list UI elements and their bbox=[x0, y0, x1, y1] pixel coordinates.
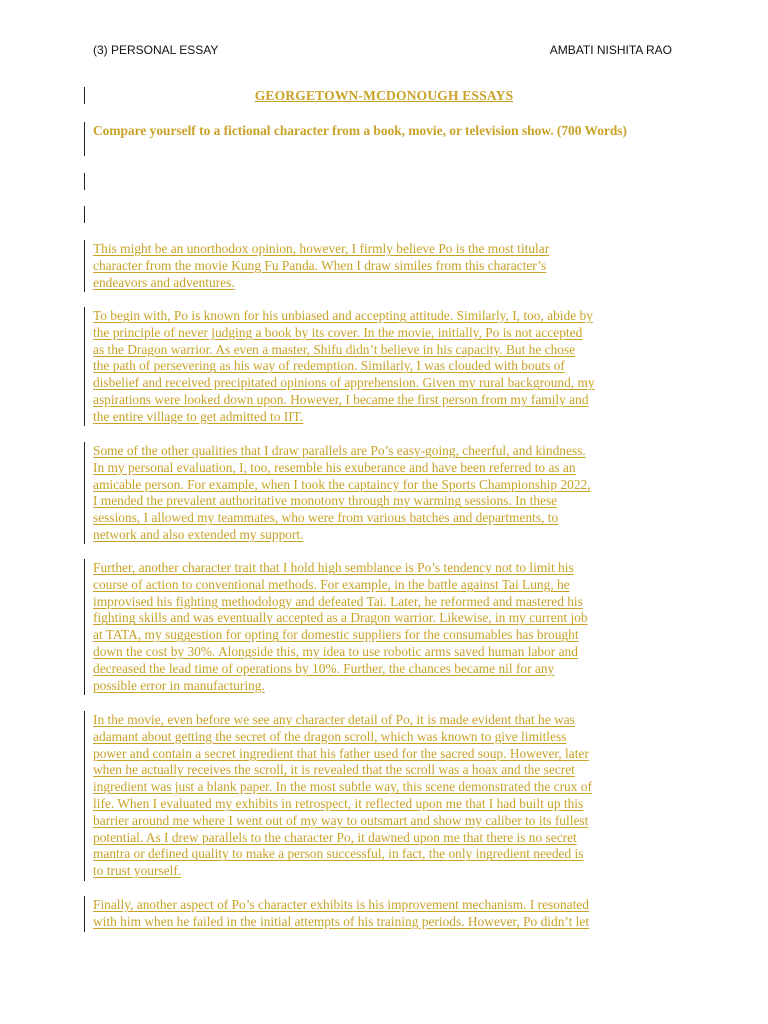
paragraph-line: Some of the other qualities that I draw parallels are Po’s easy-going, cheerful, and kindness. bbox=[93, 443, 586, 458]
paragraph-line: with him when he failed in the initial attempts of his training periods. However, Po didn’t let bbox=[93, 913, 590, 929]
paragraph-line: course of action to conventional methods. For example, in the battle against Tai Lung, he bbox=[93, 576, 570, 592]
change-bar bbox=[84, 442, 85, 544]
paragraph-line: endeavors and adventures. bbox=[93, 274, 235, 290]
paragraph-line: ingredient was just a blank paper. In the most subtle way, this scene demonstrated the crux of bbox=[93, 779, 592, 795]
paragraph-line: adamant about getting the secret of the dragon scroll, which was known to give limitless bbox=[93, 728, 567, 744]
change-bar bbox=[84, 307, 85, 426]
paragraph-line: In my personal evaluation, I, too, resemble his exuberance and have been referred to as an bbox=[93, 459, 576, 475]
paragraph-line: possible error in manufacturing. bbox=[93, 677, 265, 693]
paragraph-line: when he actually receives the scroll, it is revealed that the scroll was a hoax and the secret bbox=[93, 762, 575, 778]
paragraph-line: improvised his fighting methodology and defeated Tai. Later, he reformed and mastered his bbox=[93, 593, 583, 609]
change-bar bbox=[84, 711, 85, 881]
paragraph-line: aspirations were looked down upon. However, I became the first person from my family and bbox=[93, 391, 589, 407]
paragraph-line: power and contain a secret ingredient that his father used for the sacred soup. However, later bbox=[93, 745, 589, 761]
paragraph-line: This might be an unorthodox opinion, however, I firmly believe Po is the most titular bbox=[93, 241, 550, 256]
paragraph-line: Further, another character trait that I hold high semblance is Po’s tendency not to limit his bbox=[93, 560, 574, 575]
paragraph-line: down the cost by 30%. Alongside this, my idea to use robotic arms saved human labor and bbox=[93, 643, 578, 659]
header-left: (3) PERSONAL ESSAY bbox=[93, 43, 219, 57]
change-bar bbox=[84, 173, 85, 190]
paragraph-line: as the Dragon warrior. As even a master, Shifu didn’t believe in his capacity. But he chose bbox=[93, 341, 576, 357]
change-bar bbox=[84, 122, 85, 156]
paragraph-line: I mended the prevalent authoritative monotony through my warming sessions. In these bbox=[93, 493, 558, 509]
essay-paragraph-2 bbox=[93, 308, 683, 426]
paragraph-line: at TATA, my suggestion for opting for domestic suppliers for the consumables has brought bbox=[93, 627, 579, 643]
paragraph-line: amicable person. For example, when I took the captaincy for the Sports Championship 2022, bbox=[93, 476, 591, 492]
paragraph-line: the principle of never judging a book by its cover. In the movie, initially, Po is not accepted bbox=[93, 324, 583, 340]
paragraph-line: Finally, another aspect of Po’s character exhibits is his improvement mechanism. I resonated bbox=[93, 897, 589, 912]
change-bar bbox=[84, 559, 85, 695]
essay-paragraph-6 bbox=[93, 897, 683, 931]
paragraph-line: To begin with, Po is known for his unbiased and accepting attitude. Similarly, I, too, abide by bbox=[93, 308, 593, 323]
paragraph-line: In the movie, even before we see any character detail of Po, it is made evident that he was bbox=[93, 712, 575, 727]
paragraph-line: the entire village to get admitted to IIT. bbox=[93, 408, 304, 424]
essay-prompt: Compare yourself to a fictional character from a book, movie, or television show. (700 Words) bbox=[93, 123, 627, 138]
change-bar bbox=[84, 896, 85, 932]
paragraph-line: mantra or defined quality to make a person successful, in fact, the only ingredient needed is bbox=[93, 846, 584, 862]
paragraph-line: life. When I evaluated my exhibits in retrospect, it reflected upon me that I had built up this bbox=[93, 795, 584, 811]
paragraph-line: character from the movie Kung Fu Panda. When I draw similes from this character’s bbox=[93, 257, 547, 273]
paragraph-line: to trust yourself. bbox=[93, 863, 182, 879]
paragraph-line: sessions, I allowed my teammates, who were from various batches and departments, to bbox=[93, 510, 559, 526]
change-bar bbox=[84, 206, 85, 223]
essay-paragraph-1 bbox=[93, 241, 683, 291]
header-right: AMBATI NISHITA RAO bbox=[549, 43, 672, 57]
paragraph-line: fighting skills and was eventually accepted as a Dragon warrior. Likewise, in my current job bbox=[93, 610, 588, 626]
essay-paragraph-3 bbox=[93, 443, 683, 544]
change-bar bbox=[84, 240, 85, 292]
document-title: GEORGETOWN-MCDONOUGH ESSAYS bbox=[254, 88, 514, 103]
essay-paragraph-5 bbox=[93, 712, 683, 880]
paragraph-line: network and also extended my support. bbox=[93, 526, 304, 542]
paragraph-line: disbelief and received precipitated opinions of apprehension. Given my rural background, my bbox=[93, 375, 595, 391]
paragraph-line: potential. As I drew parallels to the character Po, it dawned upon me that there is no secret bbox=[93, 829, 577, 845]
paragraph-line: the path of persevering as his way of redemption. Similarly, I was clouded with bouts of bbox=[93, 358, 565, 374]
paragraph-line: barrier around me where I went out of my way to outsmart and show my caliber to its fullest bbox=[93, 812, 589, 828]
essay-paragraph-4 bbox=[93, 560, 683, 694]
paragraph-line: decreased the lead time of operations by 10%. Further, the chances became nil for any bbox=[93, 660, 555, 676]
